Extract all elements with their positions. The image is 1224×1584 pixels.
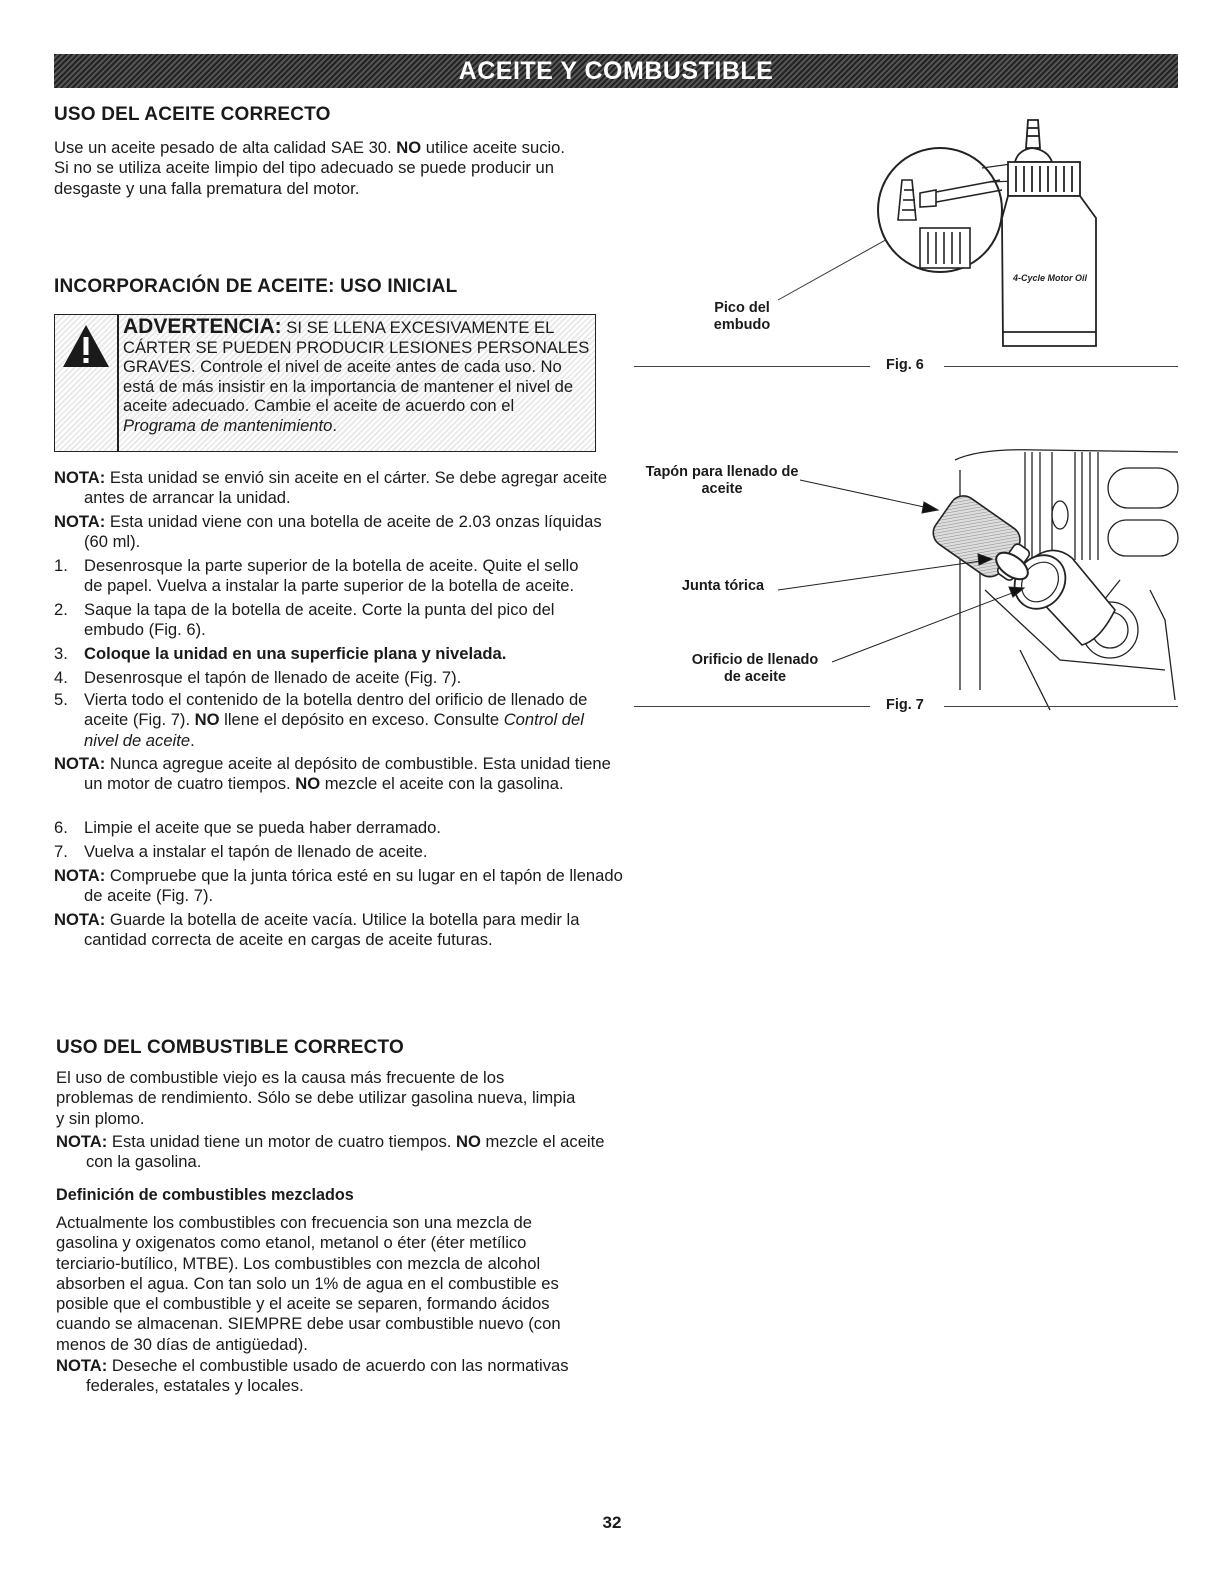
note-dispose-fuel: NOTA: Deseche el combustible usado de acuerdo con las normativas federales, estatales y locales. xyxy=(56,1356,569,1396)
fig7-callout-oring: Junta tórica xyxy=(681,578,765,594)
step-3: 3. Coloque la unidad en una superficie plana y nivelada. xyxy=(54,644,507,663)
heading-initial-oil: INCORPORACIÓN DE ACEITE: USO INICIAL xyxy=(54,276,458,297)
section-banner xyxy=(54,54,1178,88)
oil-paragraph: Use un aceite pesado de alta calidad SAE 30. NO utilice aceite sucio. Si no se utiliza aceite limpio del tipo adecuado se puede producir un desgaste y una falla prematura del motor. xyxy=(54,138,566,198)
note-oil-bottle: NOTA: Esta unidad viene con una botella de aceite de 2.03 onzas líquidas (60 ml). xyxy=(54,512,602,552)
fig6-bottle-label: 4-Cycle Motor Oil xyxy=(1012,273,1088,283)
section-title: ACEITE Y COMBUSTIBLE xyxy=(458,57,774,85)
note-no-mix: NOTA: Nunca agregue aceite al depósito de combustible. Esta unidad tiene un motor de cuatro tiempos. NO mezcle el aceite con la gasolina. xyxy=(54,754,611,794)
fig6-callout-spout: Pico del embudo xyxy=(713,300,771,333)
fig6-rule-right xyxy=(944,366,1178,367)
note-o-ring: NOTA: Compruebe que la junta tórica esté en su lugar en el tapón de llenado de aceite (Fig. 7). xyxy=(54,866,623,906)
subheading-mixed-fuels: Definición de combustibles mezclados xyxy=(56,1186,354,1204)
warning-box xyxy=(54,314,596,452)
step-4: 4. Desenrosque el tapón de llenado de aceite (Fig. 7). xyxy=(54,668,462,687)
step-7: 7. Vuelva a instalar el tapón de llenado de aceite. xyxy=(54,842,428,861)
heading-oil: USO DEL ACEITE CORRECTO xyxy=(54,104,331,125)
step-2: 2. Saque la tapa de la botella de aceite. Corte la punta del pico del embudo (Fig. 6). xyxy=(54,600,555,640)
fuel-paragraph: El uso de combustible viejo es la causa más frecuente de los problemas de rendimiento. Sólo se debe utilizar gasolina nueva, limpia y sin plomo. xyxy=(56,1068,576,1128)
warning-triangle-icon xyxy=(61,323,111,374)
fig7-callout-fill-port: Orificio de llenado de aceite xyxy=(691,652,819,685)
note-shipped-dry: NOTA: Esta unidad se envió sin aceite en el cárter. Se debe agregar aceite antes de arrancar la unidad. xyxy=(54,468,608,508)
step-5: 5. Vierta todo el contenido de la botella dentro del orificio de llenado de aceite (Fig. 7). NO llene el depósito en exceso. Consulte Control del nivel de aceite. xyxy=(54,690,588,750)
note-keep-bottle: NOTA: Guarde la botella de aceite vacía. Utilice la botella para medir la cantidad correcta de aceite en cargas de aceite futuras. xyxy=(54,910,580,950)
fig6-rule-left xyxy=(634,366,870,367)
fig7-rule-right xyxy=(944,706,1178,707)
note-four-stroke: NOTA: Esta unidad tiene un motor de cuatro tiempos. NO mezcle el aceite con la gasolina. xyxy=(56,1132,605,1172)
step-1: 1. Desenrosque la parte superior de la botella de aceite. Quite el sello de papel. Vuelva a instalar la parte superior de la botella de aceite. xyxy=(54,556,579,596)
fig7-caption: Fig. 7 xyxy=(886,697,924,713)
warning-text: ADVERTENCIA: SI SE LLENA EXCESIVAMENTE EL CÁRTER SE PUEDEN PRODUCIR LESIONES PERSONALES GRAVES. Controle el nivel de aceite antes de cada uso. No está de más insistir en la importancia de mantener el nivel de aceite adecuado. Cambie el aceite de acuerdo con el Programa de mantenimiento. xyxy=(123,315,590,435)
fig7-rule-left xyxy=(634,706,870,707)
step-6: 6. Limpie el aceite que se pueda haber derramado. xyxy=(54,818,442,837)
fig6-caption: Fig. 6 xyxy=(886,357,924,373)
page-number: 32 xyxy=(602,1513,622,1532)
fig7-callout-cap: Tapón para llenado de aceite xyxy=(645,464,799,497)
heading-fuel: USO DEL COMBUSTIBLE CORRECTO xyxy=(56,1037,404,1058)
mixed-fuels-paragraph: Actualmente los combustibles con frecuencia son una mezcla de gasolina y oxigenatos como etanol, metanol o éter (éter metílico terciario-butílico, MTBE). Los combustibles con mezcla de alcohol absorben el agua. Con tan solo un 1% de agua en el combustible es posible que el combustible y el aceite se separen, formando ácidos cuando se almacenan. SIEMPRE debe usar combustible nuevo (con menos de 30 días de antigüedad). xyxy=(56,1213,561,1354)
